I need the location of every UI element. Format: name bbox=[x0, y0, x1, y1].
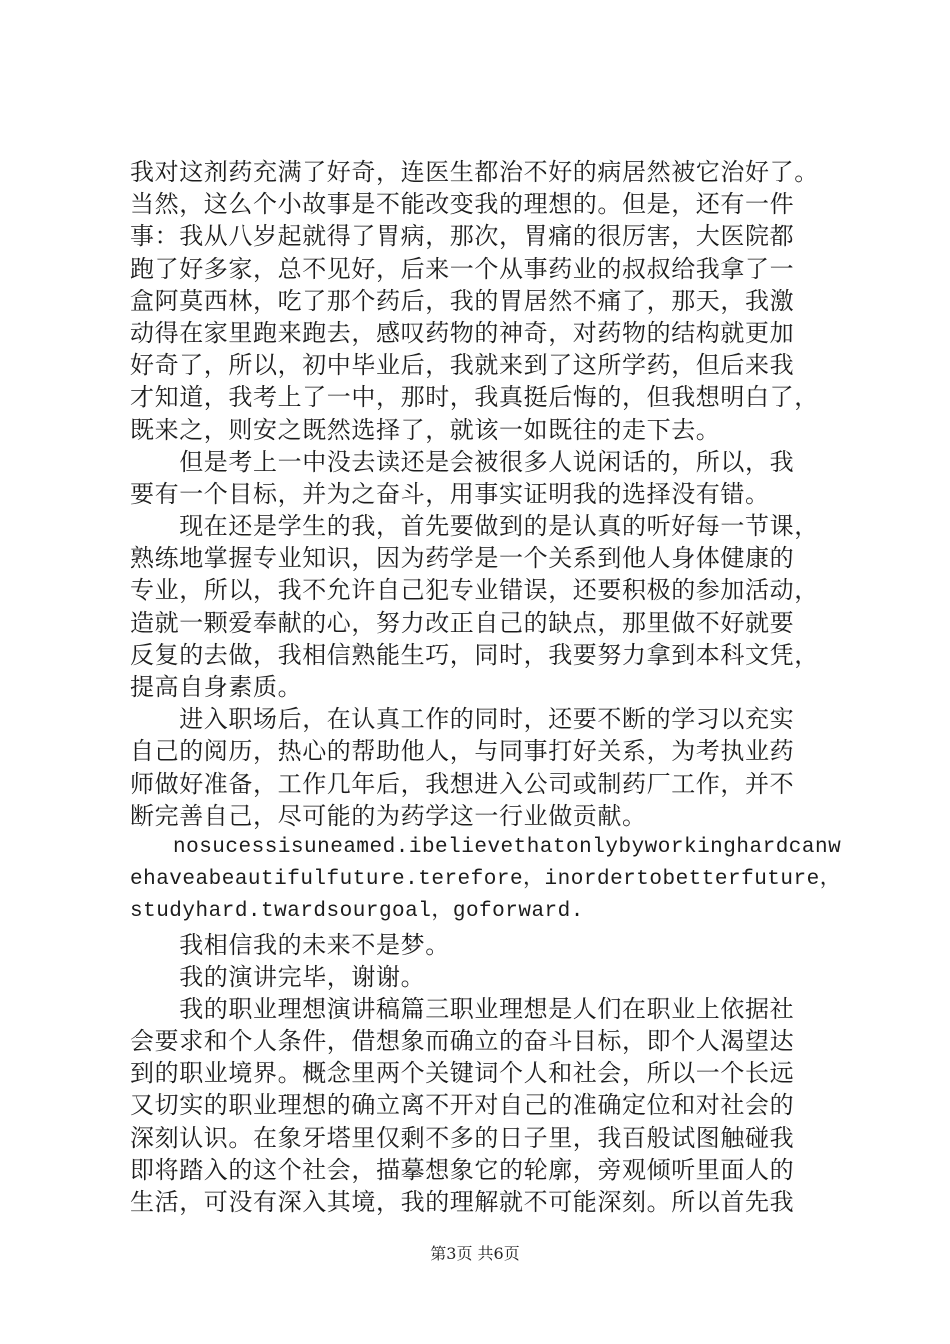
text-line: 反复的去做，我相信熟能生巧，同时，我要努力拿到本科文凭， bbox=[130, 640, 819, 669]
text-line: 当然，这么个小故事是不能改变我的理想的。但是，还有一件 bbox=[130, 190, 795, 219]
text-line: 师做好准备，工作几年后，我想进入公司或制药厂工作，并不 bbox=[130, 769, 795, 798]
body-text bbox=[130, 156, 842, 1218]
text-line: 专业，所以，我不允许自己犯专业错误，还要积极的参加活动， bbox=[130, 576, 819, 605]
text-line: 我相信我的未来不是梦。 bbox=[130, 930, 450, 959]
text-line: 要有一个目标，并为之奋斗，用事实证明我的选择没有错。 bbox=[130, 479, 770, 508]
text-line: 生活，可没有深入其境，我的理解就不可能深刻。所以首先我 bbox=[130, 1188, 795, 1216]
text-line: 既来之，则安之既然选择了，就该一如既往的走下去。 bbox=[130, 415, 721, 444]
text-line: studyhard.twardsourgoal，goforward. bbox=[130, 900, 584, 924]
text-line: 又切实的职业理想的确立离不开对自己的准确定位和对社会的 bbox=[130, 1091, 795, 1120]
text-line: 动得在家里跑来跑去，感叹药物的神奇，对药物的结构就更加 bbox=[130, 318, 795, 347]
page-number-footer: 第3页 共6页 bbox=[430, 1244, 520, 1263]
text-line: ehaveabeautifulfuture.terefore，inordertobetterfuture， bbox=[130, 868, 842, 892]
text-line: 造就一颗爱奉献的心，努力改正自己的缺点，那里做不好就要 bbox=[130, 608, 795, 637]
text-line: 我对这剂药充满了好奇，连医生都治不好的病居然被它治好了。 bbox=[130, 158, 819, 186]
text-line: 事：我从八岁起就得了胃病，那次，胃痛的很厉害，大医院都 bbox=[130, 222, 795, 251]
text-line: 我的演讲完毕，谢谢。 bbox=[130, 962, 426, 991]
text-line: 进入职场后，在认真工作的同时，还要不断的学习以充实 bbox=[130, 705, 795, 734]
text-line: 提高自身素质。 bbox=[130, 673, 303, 701]
text-line: 好奇了，所以，初中毕业后，我就来到了这所学药，但后来我 bbox=[130, 351, 795, 380]
text-line: 我的职业理想演讲稿篇三职业理想是人们在职业上依据社 bbox=[130, 994, 795, 1023]
text-line: 即将踏入的这个社会，描摹想象它的轮廓，旁观倾听里面人的 bbox=[130, 1155, 795, 1184]
text-line: 才知道，我考上了一中，那时，我真挺后悔的，但我想明白了， bbox=[130, 383, 819, 412]
text-line: 断完善自己，尽可能的为药学这一行业做贡献。 bbox=[130, 801, 647, 830]
text-line: 会要求和个人条件，借想象而确立的奋斗目标，即个人渴望达 bbox=[130, 1027, 795, 1056]
text-line: 自己的阅历，热心的帮助他人，与同事打好关系，为考执业药 bbox=[130, 737, 795, 766]
text-line: 到的职业境界。概念里两个关键词个人和社会，所以一个长远 bbox=[130, 1059, 795, 1088]
text-line: 盒阿莫西林，吃了那个药后，我的胃居然不痛了，那天，我激 bbox=[130, 286, 795, 315]
text-line: 现在还是学生的我，首先要做到的是认真的听好每一节课， bbox=[130, 512, 819, 541]
text-line: 深刻认识。在象牙塔里仅剩不多的日子里，我百般试图触碰我 bbox=[130, 1123, 795, 1152]
text-line: nosucessisuneamed.ibelievethatonlybyworkinghardcanw bbox=[130, 835, 842, 859]
text-line: 但是考上一中没去读还是会被很多人说闲话的，所以，我 bbox=[130, 447, 795, 476]
text-line: 跑了好多家，总不见好，后来一个从事药业的叔叔给我拿了一 bbox=[130, 254, 795, 283]
text-line: 熟练地掌握专业知识，因为药学是一个关系到他人身体健康的 bbox=[130, 544, 795, 573]
